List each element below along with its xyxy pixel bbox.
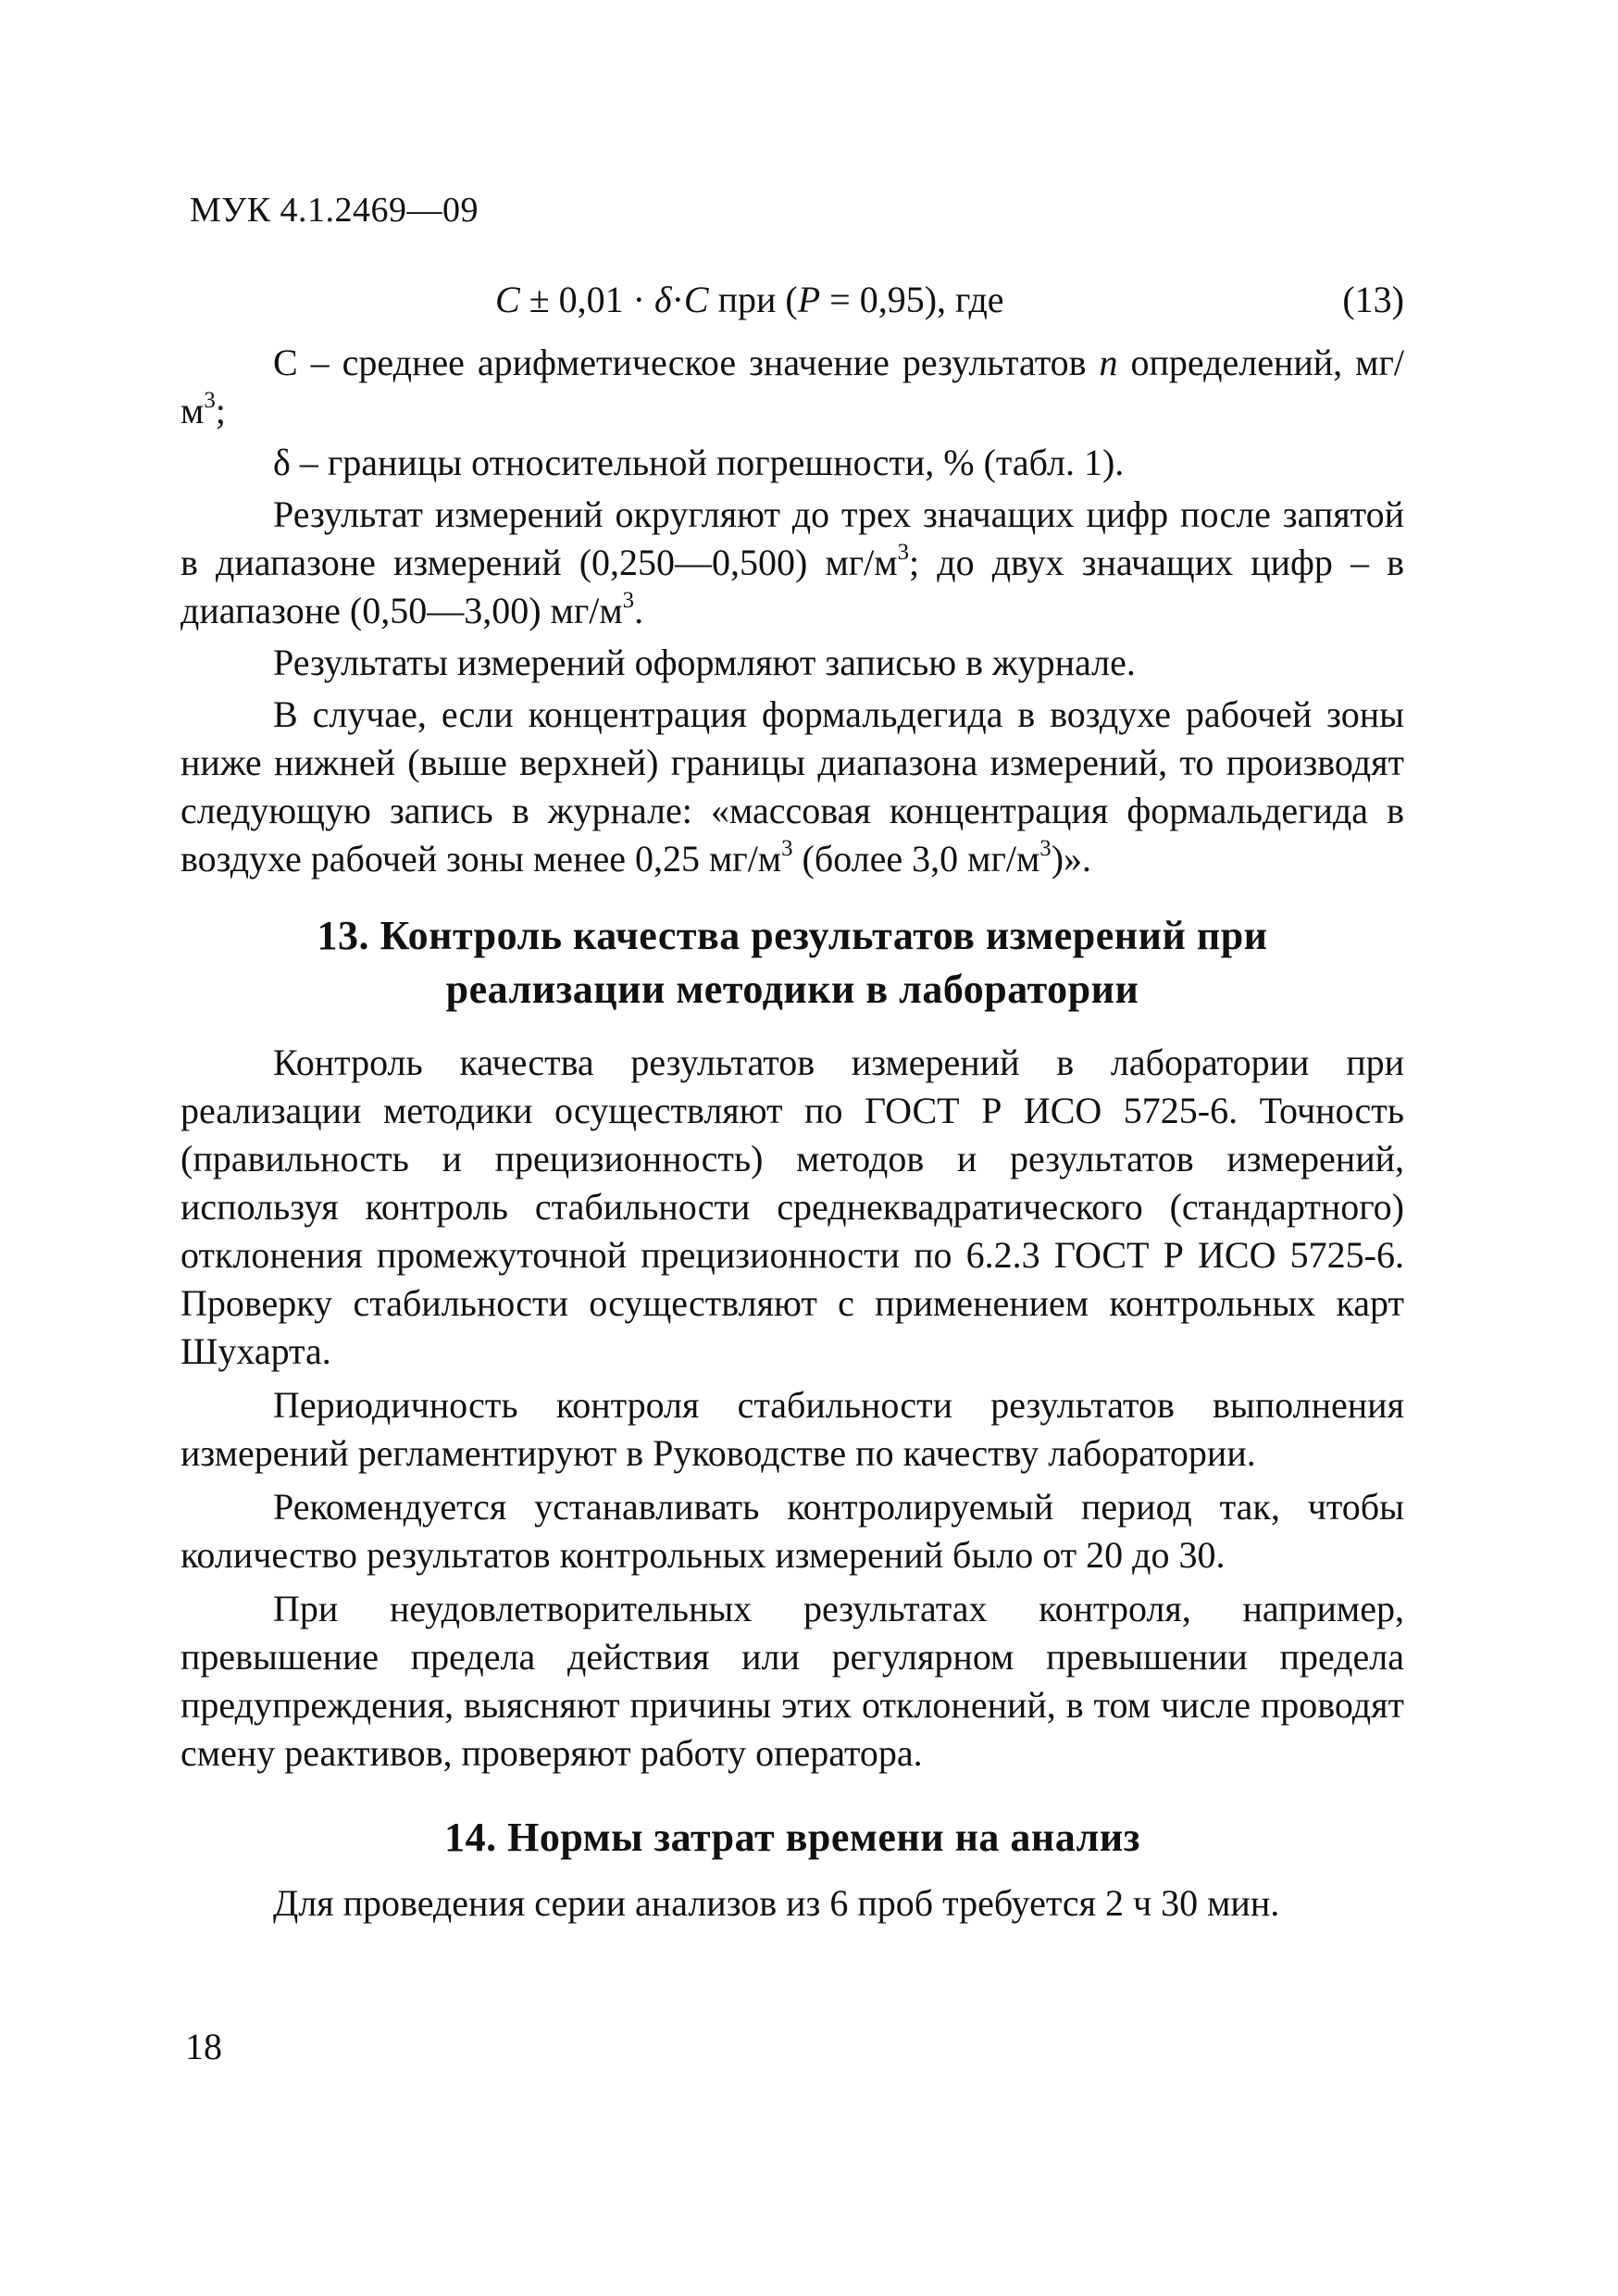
- formula-number: (13): [1342, 279, 1404, 320]
- section-13-paragraph: Контроль качества результатов измерений в лаборатории при реализации методики осуществляют по ГОСТ Р ИСО 5725-6. Точность (правильность и прецизионность) методов и результатов измерений, используя контроль стабильности среднеквадратического (стандартного) отклонения промежуточной прецизионности по 6.2.3 ГОСТ Р ИСО 5725-6. Проверку стабильности осуществляют с применением контрольных карт Шухарта.: [180, 1042, 1404, 1372]
- formula-text: ± 0,01 ·: [519, 279, 654, 320]
- paragraph-text: ;: [215, 390, 226, 431]
- paragraph-text: Результат измерений округляют до трех значащих цифр после запятой в диапазоне измерений (0,250—0,500) мг/м: [180, 493, 1404, 583]
- section-14-heading: 14. Нормы затрат времени на анализ: [444, 1815, 1140, 1860]
- superscript: 3: [204, 388, 216, 414]
- formula-var-delta: δ: [653, 279, 672, 320]
- section-13-title-line2: реализации методики в лаборатории: [445, 967, 1139, 1012]
- superscript: 3: [897, 540, 910, 566]
- formula-var-p: P: [797, 279, 821, 320]
- paragraph-rounding: [180, 491, 1404, 635]
- formula-dot: ·: [671, 279, 684, 320]
- section-13-paragraph: При неудовлетворительных результатах контроля, например, превышение предела действия или регулярном превышении предела предупреждения, выясняют причины этих отклонений, в том числе проводят смену реактивов, проверяют работу оператора.: [180, 1588, 1404, 1774]
- paragraph-delta-definition: [180, 439, 1404, 487]
- paragraph-text: Результаты измерений оформляют записью в журнале.: [273, 642, 1136, 683]
- formula-text: при (: [708, 279, 798, 320]
- paragraph-text: δ – границы относительной погрешности, % (табл. 1).: [273, 442, 1125, 483]
- superscript: 3: [622, 588, 635, 614]
- formula-var-c: C: [495, 279, 520, 320]
- section-13-paragraph: Рекомендуется устанавливать контролируемый период так, чтобы количество результатов контрольных измерений было от 20 до 30.: [180, 1486, 1404, 1576]
- document-body: [180, 339, 1404, 1933]
- formula-13: [180, 276, 1404, 328]
- paragraph-text: В случае, если концентрация формальдегида в воздухе рабочей зоны ниже нижней (выше верхней) границы диапазона измерений, то производят следующую запись в журнале: «массовая концентрация формальдегида в воздухе рабочей зоны менее 0,25 мг/м: [180, 693, 1404, 880]
- section-13-paragraph: Периодичность контроля стабильности результатов выполнения измерений регламентируют в Руководстве по качеству лаборатории.: [180, 1384, 1404, 1474]
- paragraph-text: .: [634, 590, 644, 631]
- paragraph-journal: [180, 639, 1404, 687]
- superscript: 3: [1039, 836, 1052, 862]
- paragraph-text: (более 3,0 мг/м: [792, 838, 1040, 880]
- paragraph-text: определений, мг/м: [180, 342, 1404, 431]
- superscript: 3: [781, 836, 793, 862]
- paragraph-text: )».: [1051, 838, 1092, 880]
- section-14-paragraph: Для проведения серии анализов из 6 проб требуется 2 ч 30 мин.: [273, 1882, 1280, 1924]
- running-header: МУК 4.1.2469—09: [190, 191, 479, 230]
- variable-n: n: [1099, 342, 1118, 383]
- paragraph-text: ; до двух значащих цифр – в диапазоне (0,50—3,00) мг/м: [180, 542, 1405, 631]
- formula-text: = 0,95), где: [820, 279, 1004, 320]
- paragraph-out-of-range: [180, 691, 1404, 883]
- paragraph-text: С – среднее арифметическое значение результатов: [273, 342, 1100, 383]
- formula-var-c: C: [683, 279, 709, 320]
- section-13-title-line1: 13. Контроль качества результатов измерений при: [317, 913, 1268, 958]
- paragraph-c-definition: [180, 339, 1404, 435]
- formula-expression: [495, 276, 1004, 324]
- page-number: 18: [185, 2026, 222, 2067]
- section-13-heading: [180, 909, 1404, 1017]
